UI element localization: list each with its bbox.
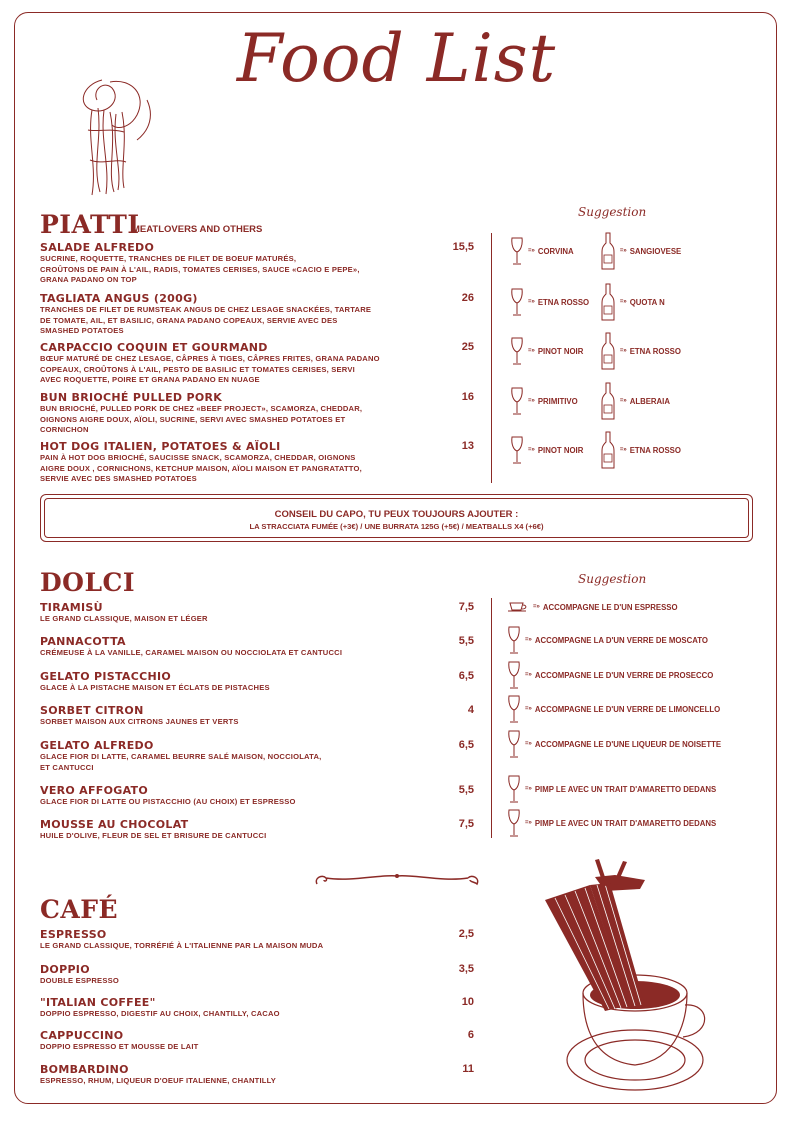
cafe-item-description: DOUBLE ESPRESSO [40,976,119,985]
dolci-item-name: VERO AFFOGATO [40,784,149,797]
dessert-pairing-text: ACCOMPAGNE LA D'UN VERRE DE MOSCATO [534,635,708,645]
dolci-item-price: 7,5 [458,818,474,830]
piatti-item-description: COPEAUX, CROÛTONS À L'AIL, PESTO DE BASILIC ET TOMATES CERISES, SERVI [40,364,355,374]
piatti-item-description: CORNICHON [40,425,89,435]
cafe-item-name: "ITALIAN COFFEE" [40,996,156,1009]
dessert-pairing-text: PIMP LE AVEC UN TRAIT D'AMARETTO DEDANS [534,784,717,794]
coffee-cup-icon [507,601,529,613]
glass-icon [507,774,521,804]
piatti-item [40,241,470,286]
ornament-divider [312,870,482,890]
piatti-item-price: 13 [461,440,474,452]
glass-icon [507,729,521,759]
wine-pairing-glass: PINOT NOIR [537,445,584,455]
wine-pairing-bottle: ETNA ROSSO [629,346,681,356]
arrow-icon: =» [525,672,532,678]
arrow-icon: =» [619,248,627,254]
cafe-item [40,1063,470,1087]
dolci-item-description: ET CANTUCCI [40,762,94,772]
dolci-suggestion-label: Suggestion [578,572,647,586]
dolci-item-name: GELATO ALFREDO [40,739,154,752]
piatti-item-description: SERVIE AVEC DES SMASHED POTATOES [40,474,197,484]
piatti-item-description: DE TOMATE, AIL, ET BASILIC, GRANA PADANO COPEAUX, SERVIE AVEC DES [40,315,338,325]
dessert-pairing-text: ACCOMPAGNE LE D'UNE LIQUEUR DE NOISETTE [534,739,722,749]
cafe-item-price: 6 [467,1029,474,1041]
dessert-pairing [507,774,716,804]
coffee-pasta-illustration [535,855,735,1100]
wine-pairing-glass: CORVINA [537,246,574,256]
wine-bottle-icon [600,282,616,322]
glass-icon [507,660,521,690]
dolci-item-description: CRÉMEUSE À LA VANILLE, CARAMEL MAISON OU NOCCIOLATA ET CANTUCCI [40,648,343,657]
dessert-pairing-text: ACCOMPAGNE LE D'UN VERRE DE LIMONCELLO [534,704,721,714]
dolci-item [40,670,470,694]
wine-bottle-icon [600,331,616,371]
dessert-pairing [507,625,708,655]
piatti-subtitle: MEATLOVERS AND OTHERS [132,224,263,235]
wine-pairing-glass: PINOT NOIR [537,346,584,356]
dolci-item-description: GLACE FIOR DI LATTE OU PISTACCHIO (AU CHOIX) ET ESPRESSO [40,797,296,806]
cafe-item-description: DOPPIO ESPRESSO ET MOUSSE DE LAIT [40,1042,199,1051]
wine-glass-icon [510,386,524,416]
cafe-title: CAFÉ [40,895,119,924]
cafe-item-price: 10 [461,996,474,1008]
piatti-item [40,391,470,436]
arrow-icon: =» [619,348,627,354]
arrow-icon: =» [528,299,535,305]
conseil-text: LA STRACCIATA FUMÉE (+3€) / UNE BURRATA 125G (+5€) / MEATBALLS X4 (+6€) [249,522,544,531]
piatti-item-description: TRANCHES DE FILET DE RUMSTEAK ANGUS DE CHEZ LESAGE SNACKÉES, TARTARE [40,305,372,314]
wine-pairing-glass: ETNA ROSSO [537,297,590,307]
wine-glass-icon [510,287,524,317]
piatti-item-description: SUCRINE, ROQUETTE, TRANCHES DE FILET DE BOEUF MATURÉS, [40,254,297,263]
wine-pairing [510,381,670,421]
piatti-item-name: BUN BRIOCHÉ PULLED PORK [40,391,223,404]
piatti-item-name: HOT DOG ITALIEN, POTATOES & AÏOLI [40,440,281,453]
dolci-item [40,818,470,842]
piatti-item-description: OIGNONS AIGRE DOUX, AÏOLI, SUCRINE, SERVI AVEC SMASHED POTATOES ET [40,414,346,424]
dolci-item-price: 7,5 [458,601,474,613]
cafe-item [40,928,470,952]
cafe-item [40,1029,470,1053]
wine-pairing-bottle: SANGIOVESE [629,246,682,256]
dessert-pairing [507,808,716,838]
glass-icon [507,808,521,838]
dolci-item-price: 6,5 [458,739,474,751]
piatti-item [40,341,470,386]
cafe-item-price: 3,5 [458,963,474,975]
arrow-icon: =» [525,637,532,643]
conseil-box [40,494,753,542]
cafe-item-price: 11 [462,1063,474,1075]
dolci-item-price: 6,5 [458,670,474,682]
dolci-item-price: 5,5 [458,784,474,796]
piatti-item [40,440,470,485]
wine-bottle-icon [600,231,616,271]
piatti-item-description: AVEC ROQUETTE, POIRE ET GRANA PADANO EN NUAGE [40,375,260,385]
dessert-pairing-text: PIMP LE AVEC UN TRAIT D'AMARETTO DEDANS [534,818,717,828]
arrow-icon: =» [525,741,532,747]
wine-bottle-icon [600,381,616,421]
dolci-item-description: SORBET MAISON AUX CITRONS JAUNES ET VERTS [40,717,239,726]
wine-glass-icon [510,336,524,366]
dolci-item-name: TIRAMISÙ [40,601,103,614]
dessert-pairing [507,601,678,613]
dolci-divider [491,598,492,838]
arrow-icon: =» [525,786,532,792]
piatti-suggestion-label: Suggestion [578,205,647,219]
cafe-item-name: ESPRESSO [40,928,107,941]
dolci-item-description: LE GRAND CLASSIQUE, MAISON ET LÉGER [40,614,208,623]
dessert-pairing-text: ACCOMPAGNE LE D'UN VERRE DE PROSECCO [534,670,714,680]
arrow-icon: =» [619,447,627,453]
piatti-item-description: PAIN À HOT DOG BRIOCHÉ, SAUCISSE SNACK, SCAMORZA, CHEDDAR, OIGNONS [40,453,356,462]
dolci-item-name: GELATO PISTACCHIO [40,670,172,683]
piatti-item-description: CROÛTONS DE PAIN À L'AIL, RADIS, TOMATES CERISES, SAUCE «CACIO E PEPE», [40,264,360,274]
arrow-icon: =» [528,248,535,254]
dolci-item-description: GLACE À LA PISTACHE MAISON ET ÉCLATS DE PISTACHES [40,683,270,692]
dolci-title: DOLCI [40,568,136,597]
dessert-pairing [507,729,721,759]
arrow-icon: =» [525,820,532,826]
piatti-item-description: AIGRE DOUX , CORNICHONS, KETCHUP MAISON, AÏOLI MAISON ET PANGRATATTO, [40,463,362,473]
arrow-icon: =» [619,398,627,404]
piatti-item-description: BUN BRIOCHÉ, PULLED PORK DE CHEZ «BEEF PROJECT», SCAMORZA, CHEDDAR, [40,404,363,413]
cafe-item-name: BOMBARDINO [40,1063,129,1076]
piatti-item-price: 16 [461,391,474,403]
wine-pairing-glass: PRIMITIVO [537,396,578,406]
wine-pairing [510,282,665,322]
cafe-item-name: DOPPIO [40,963,90,976]
cafe-item-description: ESPRESSO, RHUM, LIQUEUR D'OEUF ITALIENNE, CHANTILLY [40,1076,277,1085]
dessert-pairing [507,660,713,690]
arrow-icon: =» [619,299,627,305]
piatti-divider [491,233,492,483]
wine-glass-icon [510,236,524,266]
cafe-item-description: LE GRAND CLASSIQUE, TORRÉFIÉ À L'ITALIENNE PAR LA MAISON MUDA [40,941,324,950]
cafe-item [40,963,470,987]
cafe-item-description: DOPPIO ESPRESSO, DIGESTIF AU CHOIX, CHANTILLY, CACAO [40,1009,280,1018]
glass-icon [507,694,521,724]
arrow-icon: =» [533,604,540,610]
glass-icon [507,625,521,655]
piatti-item-description: BŒUF MATURÉ DE CHEZ LESAGE, CÂPRES À TIGES, CÂPRES FRITES, GRANA PADANO [40,354,380,363]
wine-glass-icon [510,435,524,465]
cafe-item-name: CAPPUCCINO [40,1029,124,1042]
page-title: Food List [236,20,557,97]
dolci-item [40,704,470,728]
dessert-pairing [507,694,720,724]
arrow-icon: =» [528,398,535,404]
piatti-item-description: SMASHED POTATOES [40,326,124,336]
dolci-item-name: MOUSSE AU CHOCOLAT [40,818,189,831]
piatti-title: PIATTI [40,210,140,239]
cafe-item-price: 2,5 [458,928,474,940]
wine-pairing [510,331,681,371]
cafe-item [40,996,470,1020]
dolci-item-description: GLACE FIOR DI LATTE, CARAMEL BEURRE SALÉ MAISON, NOCCIOLATA, [40,752,322,761]
conseil-title: CONSEIL DU CAPO, TU PEUX TOUJOURS AJOUTER : [274,509,519,520]
dolci-item-price: 5,5 [458,635,474,647]
piatti-item-price: 26 [461,292,474,304]
piatti-item-price: 15,5 [452,241,474,253]
dolci-item [40,635,470,659]
wine-pairing [510,231,681,271]
dolci-item-name: SORBET CITRON [40,704,144,717]
dolci-item [40,739,470,773]
piatti-item-name: TAGLIATA ANGUS (200G) [40,292,198,305]
wine-pairing-bottle: ALBERAIA [629,396,670,406]
piatti-item-name: CARPACCIO COQUIN ET GOURMAND [40,341,268,354]
piatti-item-description: GRANA PADANO ON TOP [40,275,137,285]
dolci-item-price: 4 [467,704,474,716]
dolci-item [40,601,470,625]
arrow-icon: =» [525,706,532,712]
spaghetti-illustration [62,70,162,200]
wine-pairing-bottle: QUOTA N [629,297,665,307]
piatti-item [40,292,470,337]
arrow-icon: =» [528,447,535,453]
arrow-icon: =» [528,348,535,354]
dolci-item-name: PANNACOTTA [40,635,126,648]
wine-bottle-icon [600,430,616,470]
wine-pairing-bottle: ETNA ROSSO [629,445,681,455]
piatti-item-price: 25 [461,341,474,353]
piatti-item-name: SALADE ALFREDO [40,241,155,254]
wine-pairing [510,430,681,470]
dessert-pairing-text: ACCOMPAGNE LE D'UN ESPRESSO [542,602,678,612]
dolci-item-description: HUILE D'OLIVE, FLEUR DE SEL ET BRISURE DE CANTUCCI [40,831,267,840]
dolci-item [40,784,470,808]
